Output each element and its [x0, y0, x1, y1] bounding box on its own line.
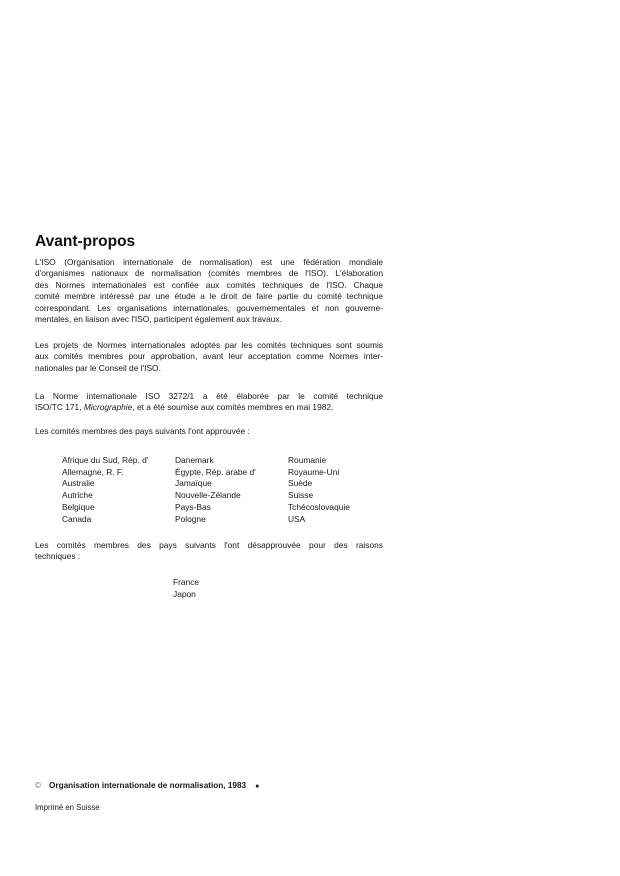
country: Roumanie: [288, 455, 327, 465]
country: France: [173, 577, 200, 587]
approved-column-1: [62, 455, 148, 525]
committee-ref: ISO/TC 171,: [35, 402, 84, 413]
country: Pays-Bas: [175, 501, 211, 512]
approved-intro: [35, 426, 383, 437]
country: Royaume-Uni: [288, 466, 340, 477]
text-line: La Norme internationale ISO 3272/1 a été élaborée par le comité technique: [35, 391, 383, 401]
text-line: Les comités membres des pays suivants l'ont désapprouvée pour des raisons: [35, 540, 383, 550]
text-line: techniques :: [35, 551, 81, 562]
disapproved-list: [173, 577, 199, 600]
country: Autriche: [62, 490, 93, 501]
country: USA: [288, 513, 306, 524]
copyright-icon: ©: [35, 781, 42, 790]
country: Suède: [288, 478, 313, 489]
text-line: mentales, en liaison avec l'ISO, participent également aux travaux.: [35, 314, 282, 325]
country: Allemagne, R. F.: [62, 466, 124, 477]
approved-column-3: [288, 455, 350, 525]
intro-paragraph: [35, 257, 383, 325]
country: Pologne: [175, 513, 206, 524]
text-line: correspondant. Les organisations internationales, gouvernementales et non gouverne-: [35, 302, 383, 313]
country: Belgique: [62, 501, 95, 512]
bullet-icon: ●: [255, 783, 260, 790]
country: Jamaïque: [175, 478, 212, 489]
approved-column-2: [175, 455, 256, 525]
country: Canada: [62, 513, 92, 524]
country: Danemark: [175, 455, 214, 465]
page-title: Avant-propos: [35, 233, 136, 250]
country: Suisse: [288, 490, 314, 501]
country: Nouvelle-Zélande: [175, 490, 241, 501]
committee-title: Micrographie: [83, 402, 133, 413]
text-line: nationales par le Conseil de l'ISO.: [35, 362, 161, 373]
text-line: d'organismes nationaux de normalisation (comités membres de l'ISO). L'élaboration: [35, 268, 383, 279]
disapproved-intro: [35, 540, 383, 563]
country: Australie: [62, 478, 95, 489]
text-line: Les comités membres des pays suivants l'ont approuvée :: [35, 426, 250, 436]
country: Afrique du Sud, Rép. d': [62, 455, 149, 465]
country: Japon: [173, 588, 196, 599]
copyright-line: [35, 781, 259, 790]
adoption-paragraph: [35, 391, 383, 414]
text-line: [35, 402, 383, 413]
text-line: Les projets de Normes internationales adoptés par les comités techniques sont soumis: [35, 340, 383, 350]
text-line: aux comités membres pour approbation, avant leur acceptation comme Normes inter-: [35, 351, 383, 362]
copyright-text: Organisation internationale de normalisation, 1983: [49, 781, 247, 790]
printed-in: Imprimé en Suisse: [35, 803, 100, 812]
text-line: des Normes internationales est confiée aux comités techniques de l'ISO. Chaque: [35, 279, 383, 290]
country: Tchécoslovaquie: [288, 501, 350, 512]
text-line: L'ISO (Organisation internationale de normalisation) est une fédération mondiale: [35, 257, 383, 267]
country: Égypte, Rép. arabe d': [175, 466, 256, 477]
text-fragment: , et a été soumise aux comités membres en mai 1982.: [132, 402, 334, 413]
text-line: comité membre intéressé par une étude a le droit de faire partie du comité technique: [35, 291, 383, 302]
approval-paragraph: [35, 340, 383, 374]
